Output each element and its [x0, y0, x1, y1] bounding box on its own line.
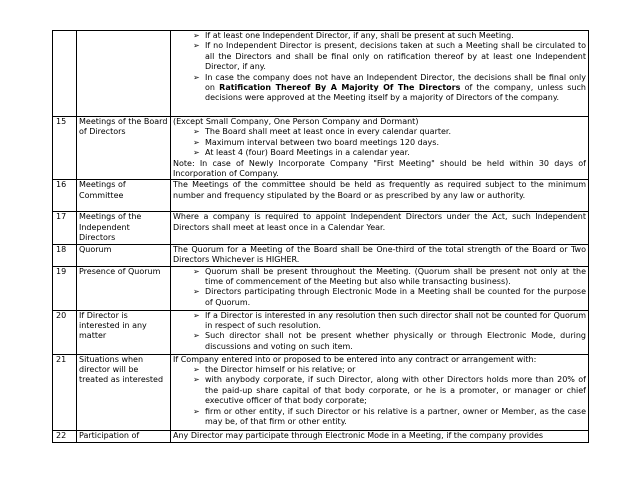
row-content-cell	[171, 31, 589, 117]
row-content: Any Director may participate through Electronic Mode in a Meeting, if the company provides	[171, 430, 589, 442]
row-title: Quorum	[77, 244, 171, 266]
row-title: If Director is interested in any matter	[77, 310, 171, 354]
list-item: ➢ Directors participating through Electronic Mode in a Meeting shall be counted for the purpose of Quorum.	[173, 287, 586, 308]
row-number: 16	[53, 180, 77, 212]
table-row-continued	[53, 31, 589, 117]
table-row-21	[53, 354, 589, 430]
table-row-17	[53, 212, 589, 244]
list-item: ➢ with anybody corporate, if such Director, along with other Directors holds more than 20% of the paid-up share capital of that body corporate, or he is a promoter, or manager or chief executive officer of that body corporate;	[173, 375, 586, 406]
row-number: 22	[53, 430, 77, 442]
row-title: Presence of Quorum	[77, 266, 171, 310]
list-item: ➢ Quorum shall be present throughout the Meeting. (Quorum shall be present not only at the time of commencement of the Meeting but also while transacting business).	[173, 267, 586, 288]
row-number: 20	[53, 310, 77, 354]
row-content-cell	[171, 266, 589, 310]
row-content-cell	[171, 354, 589, 430]
row-content: Where a company is required to appoint Independent Directors under the Act, such Independent Directors shall meet at least once in a Calendar Year.	[171, 212, 589, 244]
row-content-cell	[171, 310, 589, 354]
list-item: ➢ If a Director is interested in any resolution then such director shall not be counted for Quorum in respect of such resolution.	[173, 311, 586, 332]
bullet-list	[173, 31, 586, 104]
row-intro: If Company entered into or proposed to be entered into any contract or arrangement with:	[173, 354, 537, 364]
bullet-text: of the company, unless such decisions were approved at the Meeting itself by a majority of Directors of the company.	[205, 83, 586, 103]
row-title: Situations when director will be treated as interested	[77, 354, 171, 430]
row-title: Meetings of Committee	[77, 180, 171, 212]
bullet-list	[173, 127, 586, 158]
table-row-19	[53, 266, 589, 310]
list-item: ➢ The Board shall meet at least once in every calendar quarter.	[173, 127, 586, 137]
list-item: ➢ If at least one Independent Director, if any, shall be present at such Meeting.	[173, 31, 586, 41]
list-item: ➢ At least 4 (four) Board Meetings in a calendar year.	[173, 148, 586, 158]
row-title-cell	[77, 31, 171, 117]
row-number: 21	[53, 354, 77, 430]
bullet-text: In case the company does not have an Independent Director, the decisions shall be final only on	[205, 72, 586, 93]
bullet-list	[173, 365, 586, 427]
list-item: ➢ If no Independent Director is present, decisions taken at such a Meeting shall be circulated to all the Directors and shall be final only on ratification thereof by at least one Independent Director, if any.	[173, 41, 586, 72]
table-row-20	[53, 310, 589, 354]
row-title: Meetings of the Independent Directors	[77, 212, 171, 244]
list-item: ➢ Maximum interval between two board meetings 120 days.	[173, 138, 586, 148]
list-item: ➢ firm or other entity, if such Director or his relative is a partner, owner or Member, as the case may be, of that firm or other entity.	[173, 407, 586, 428]
list-item: ➢ the Director himself or his relative; or	[173, 365, 586, 375]
bullet-list	[173, 311, 586, 353]
document-page	[52, 30, 589, 443]
row-number-cell	[53, 31, 77, 117]
bold-phrase: Ratification Thereof By A Majority Of The Directors	[219, 83, 461, 93]
row-note: Note: In case of Newly Incorporate Company "First Meeting" should be held within 30 days of Incorporation of Company.	[173, 158, 586, 179]
meetings-rules-table	[52, 30, 589, 443]
table-row-18	[53, 244, 589, 266]
list-item	[173, 73, 586, 104]
row-title: Participation of	[77, 430, 171, 442]
row-title: Meetings of the Board of Directors	[77, 117, 171, 180]
row-intro: (Except Small Company, One Person Company and Dormant)	[173, 117, 419, 126]
row-content-cell	[171, 117, 589, 180]
table-row-22	[53, 430, 589, 442]
bullet-list	[173, 267, 586, 309]
row-number: 15	[53, 117, 77, 180]
table-row-16	[53, 180, 589, 212]
table-row-15	[53, 117, 589, 180]
row-content: The Meetings of the committee should be held as frequently as required subject to the minimum number and frequency stipulated by the Board or as prescribed by any law or authority.	[171, 180, 589, 212]
list-item: ➢ Such director shall not be present whether physically or through Electronic Mode, during discussions and voting on such item.	[173, 331, 586, 352]
row-number: 18	[53, 244, 77, 266]
row-number: 17	[53, 212, 77, 244]
row-content: The Quorum for a Meeting of the Board shall be One-third of the total strength of the Board or Two Directors Whichever is HIGHER.	[171, 244, 589, 266]
row-number: 19	[53, 266, 77, 310]
